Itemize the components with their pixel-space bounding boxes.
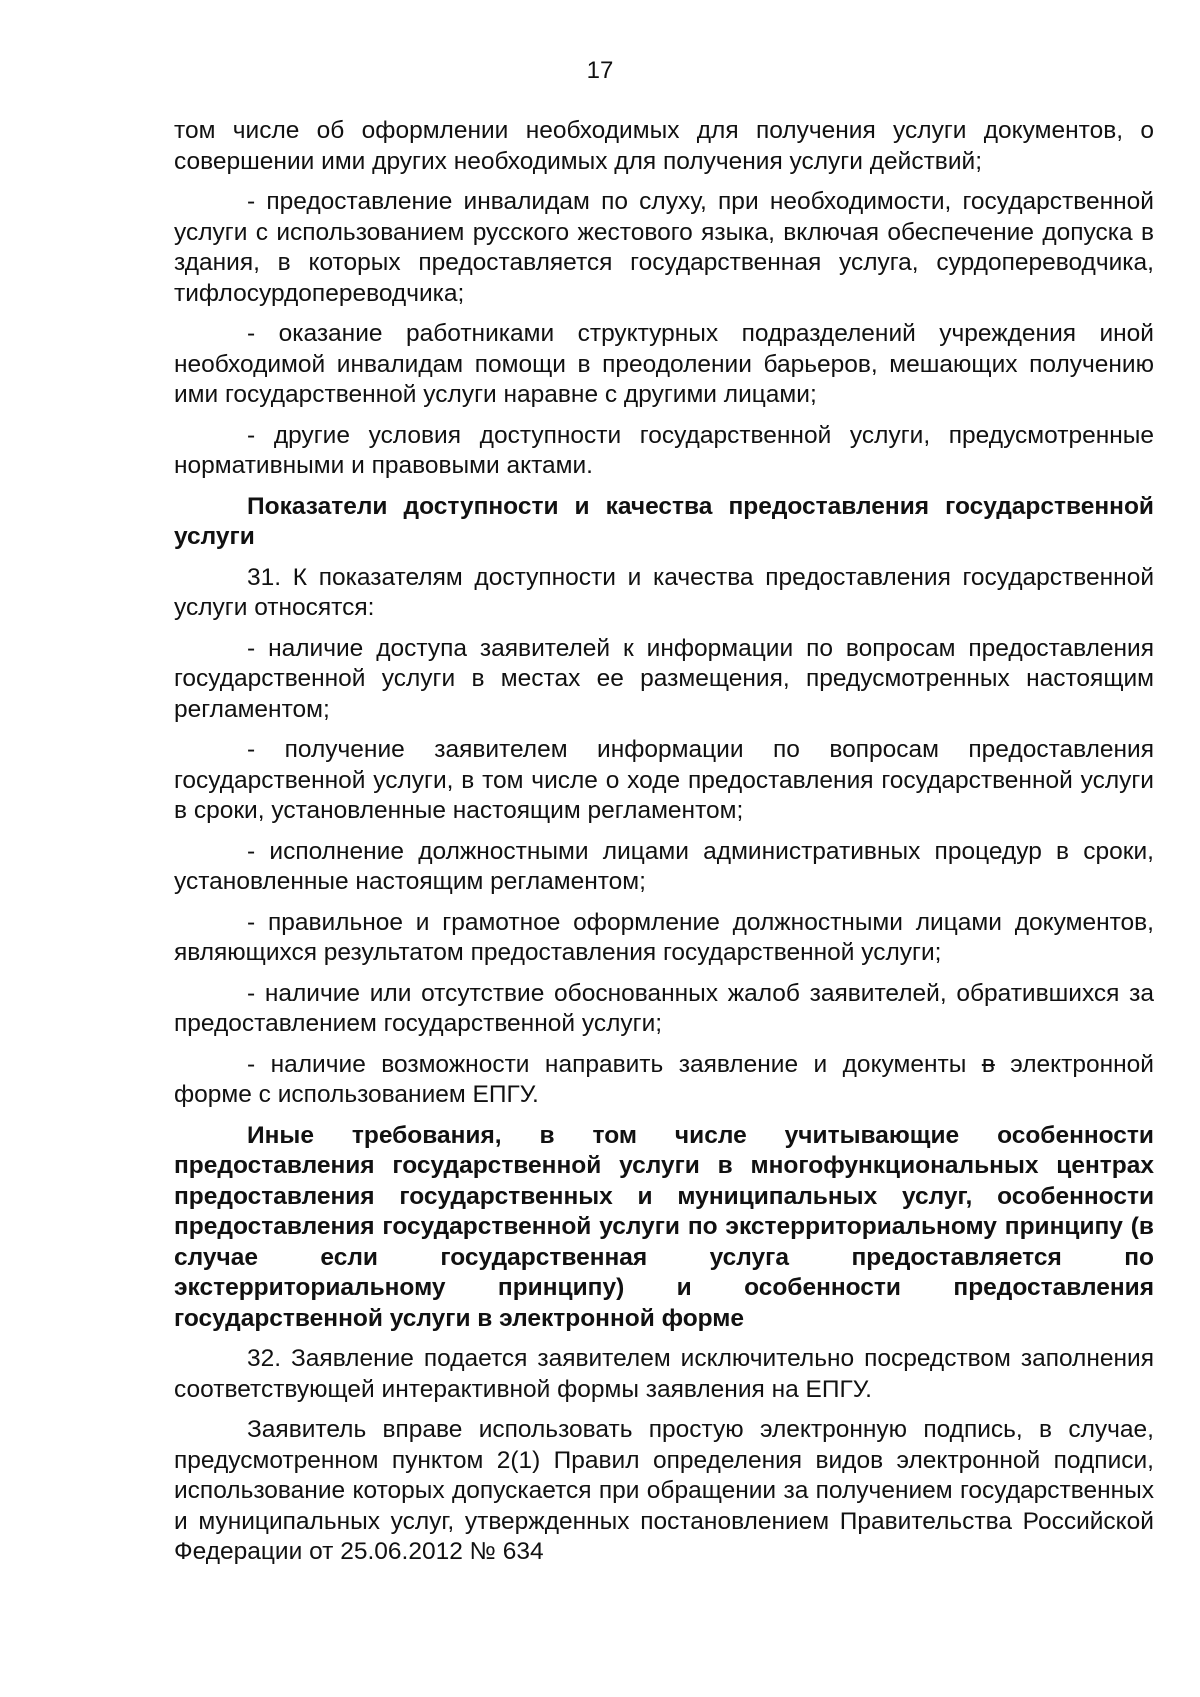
list-item-document-formatting: - правильное и грамотное оформление должностными лицами документов, являющихся результатом предоставления государственной услуги; (174, 908, 1154, 966)
list-item-sign-language: - предоставление инвалидам по слуху, при необходимости, государственной услуги с использованием русского жестового языка, включая обеспечение допуска в здания, в которых предоставляется государственная услуга, сурдопереводчика, тифлосурдопереводчика; (174, 188, 1154, 307)
list-item-electronic-submission (174, 1050, 1154, 1111)
section-heading-other-requirements: Иные требования, в том числе учитывающие особенности предоставления государственной услуги в многофункциональных центрах предоставления государственных и муниципальных услуг, особенности предоставления государственной услуги по экстерриториальному принципу (в случае если государственная услуга предоставляется по экстерриториальному принципу) и особенности предоставления государственной услуги в электронной форме (174, 1121, 1154, 1332)
list-item-other-conditions: - другие условия доступности государственной услуги, предусмотренные нормативными и правовыми актами. (174, 421, 1154, 479)
document-body (174, 116, 1154, 1578)
struck-text: в (981, 1050, 995, 1078)
clause-32: 32. Заявление подается заявителем исключительно посредством заполнения соответствующей интерактивной формы заявления на ЕПГУ. (174, 1345, 1154, 1403)
list-item-information-access: - наличие доступа заявителей к информации по вопросам предоставления государственной услуги в местах ее размещения, предусмотренных настоящим регламентом; (174, 634, 1154, 723)
paragraph-electronic-signature: Заявитель вправе использовать простую электронную подпись, в случае, предусмотренном пунктом 2(1) Правил определения видов электронной подписи, использование которых допускается при обращении за получением государственных и муниципальных услуг, утвержденных постановлением Правительства Российской Федерации от 25.06.2012 № 634 (174, 1416, 1154, 1565)
section-heading-quality-indicators: Показатели доступности и качества предоставления государственной услуги (174, 492, 1154, 550)
paragraph-continuation: том числе об оформлении необходимых для получения услуги документов, о совершении ими других необходимых для получения услуги действий; (174, 117, 1154, 175)
text-segment: - наличие возможности направить заявление и документы (247, 1050, 982, 1078)
list-item-information-receipt: - получение заявителем информации по вопросам предоставления государственной услуги, в том числе о ходе предоставления государственной услуги в сроки, установленные настоящим регламентом; (174, 736, 1154, 824)
list-item-procedure-deadlines: - исполнение должностными лицами административных процедур в сроки, установленные настоящим регламентом; (174, 837, 1154, 895)
page-number: 17 (586, 57, 614, 84)
list-item-complaints: - наличие или отсутствие обоснованных жалоб заявителей, обратившихся за предоставлением государственной услуги; (174, 979, 1154, 1037)
list-item-staff-assistance: - оказание работниками структурных подразделений учреждения иной необходимой инвалидам помощи в преодолении барьеров, мешающих получению ими государственной услуги наравне с другими лицами; (174, 320, 1154, 408)
text-segment: электронной форме с использованием ЕПГУ. (174, 1050, 1154, 1108)
clause-31: 31. К показателям доступности и качества предоставления государственной услуги относятся: (174, 563, 1154, 621)
